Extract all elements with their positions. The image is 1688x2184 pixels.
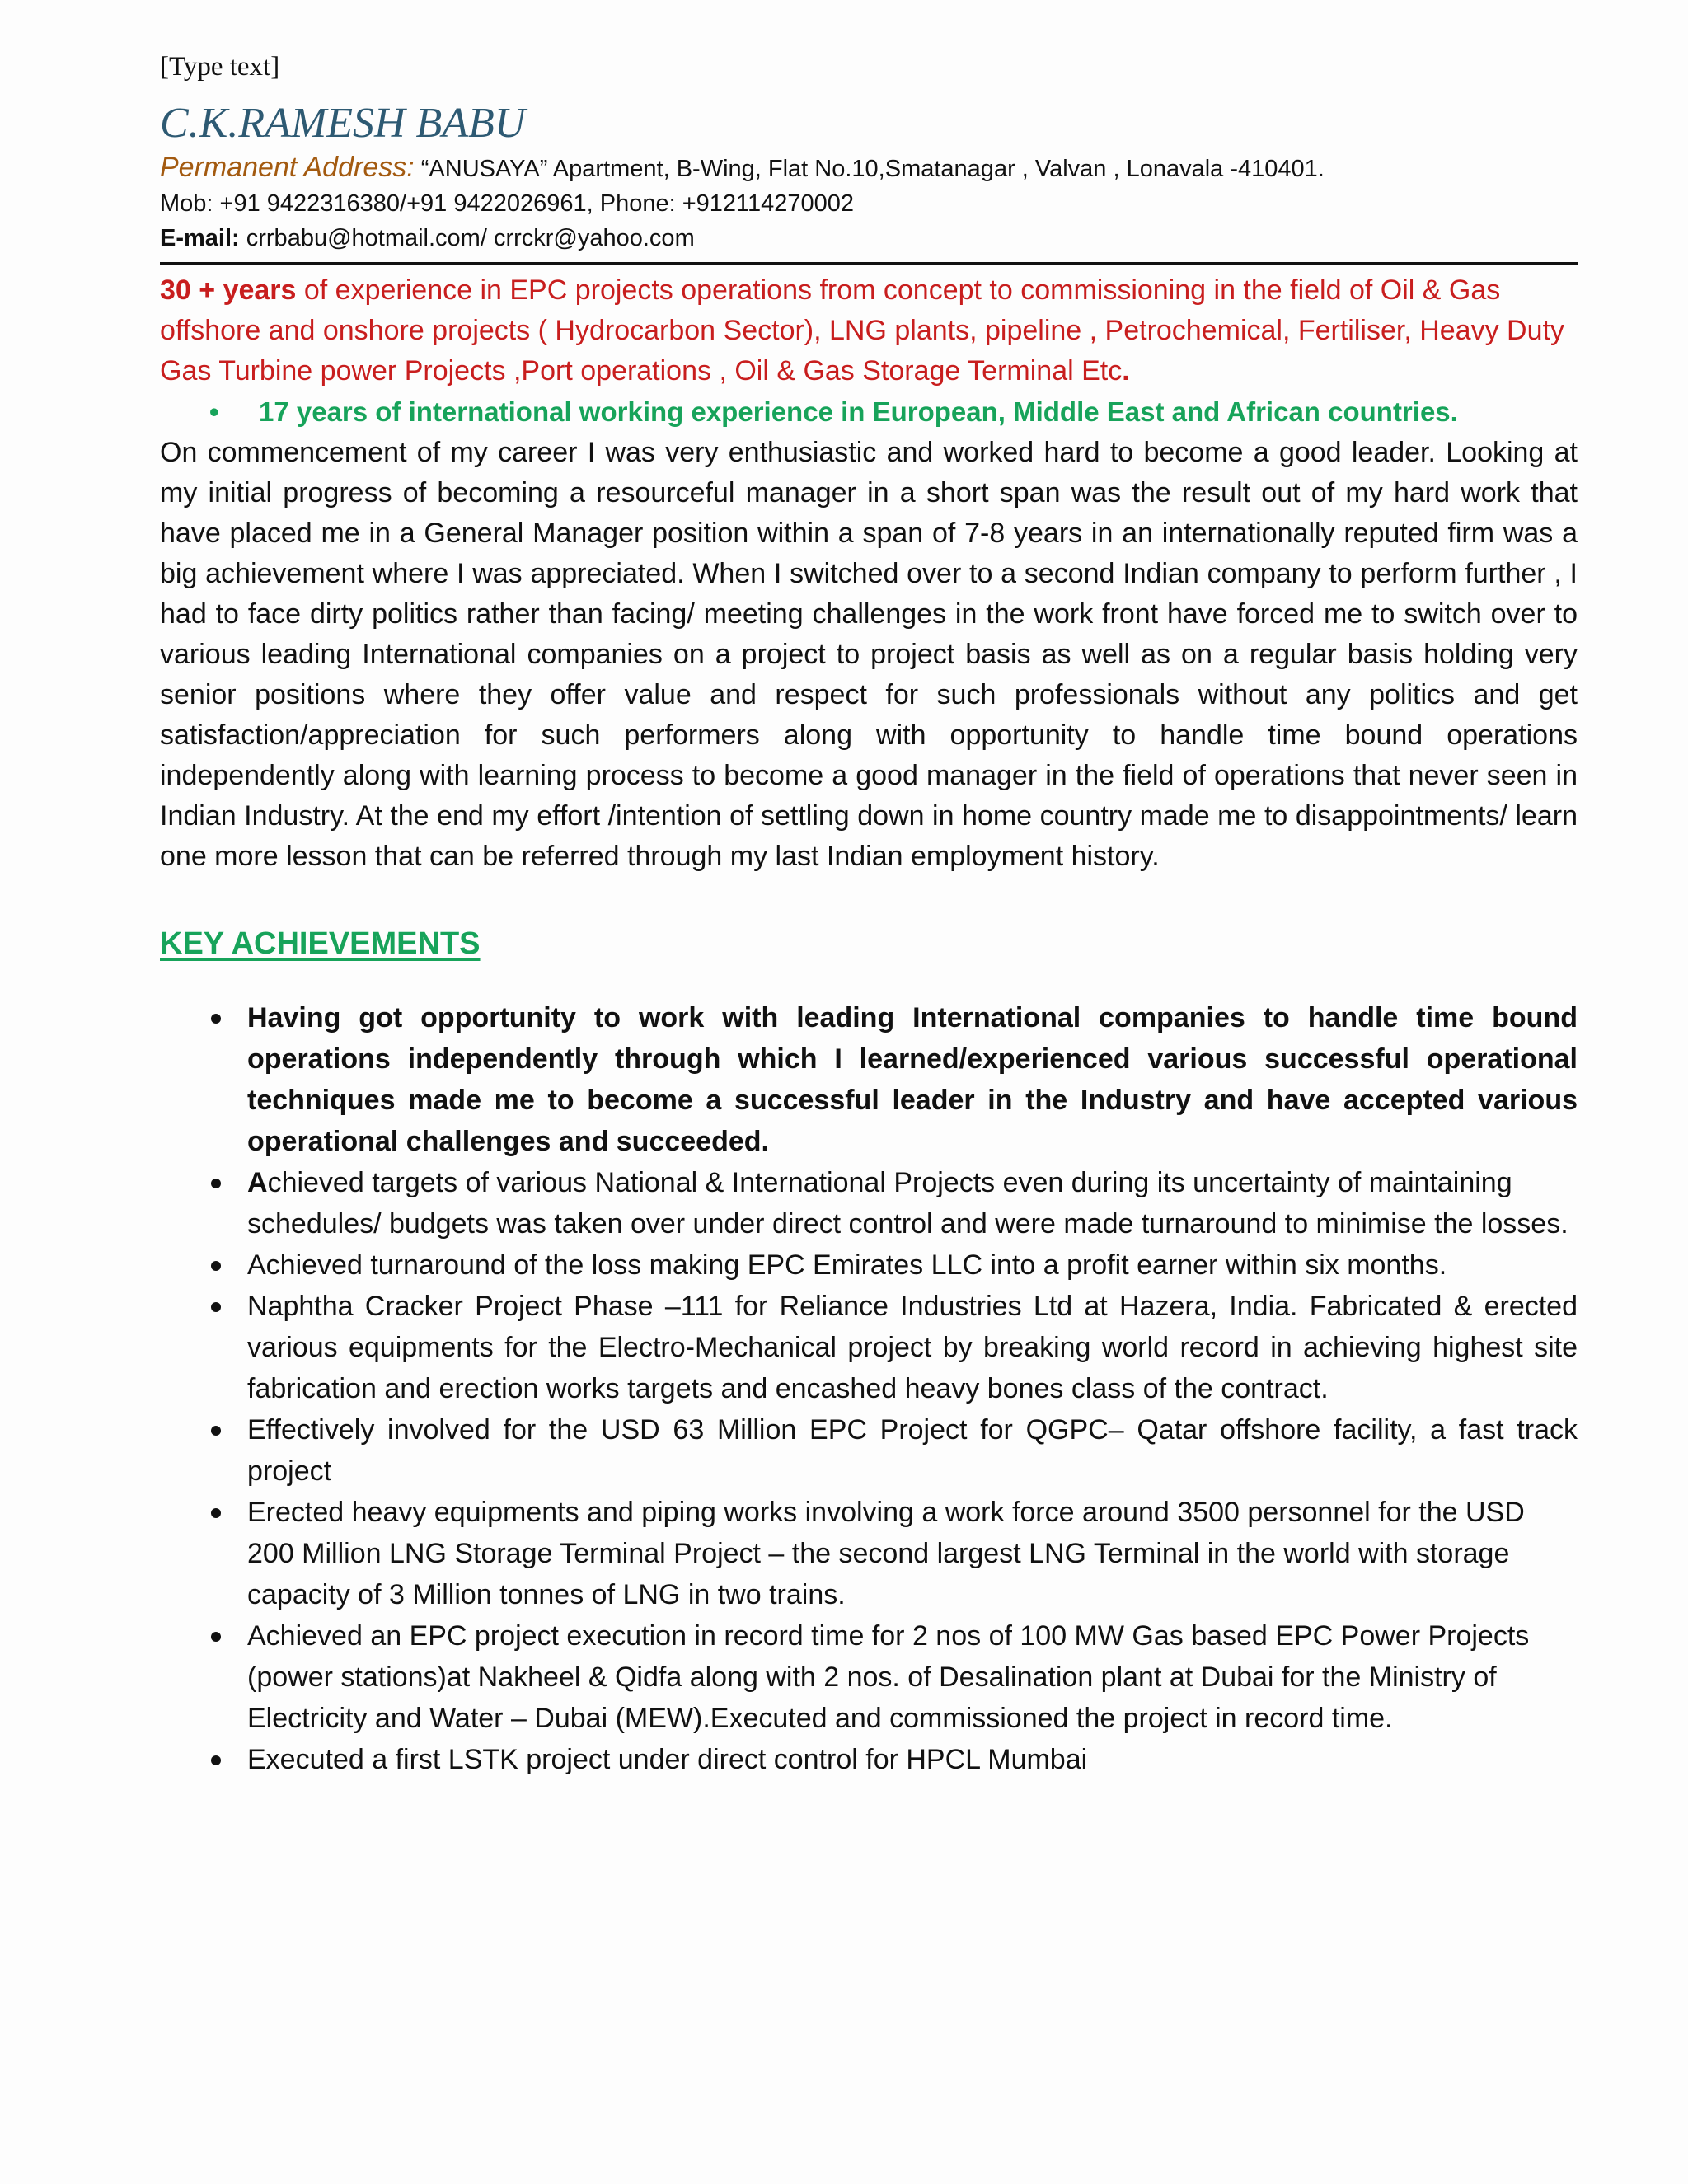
experience-summary <box>160 270 1578 391</box>
email-label: E-mail: <box>160 225 240 251</box>
achievement-text: Having got opportunity to work with leading International companies to handle time bound operations independently through which I learned/experienced various successful operational techniques made me to become a successful leader in the Industry and have accepted various operational challenges and succeeded. <box>247 1002 1578 1157</box>
bullet-icon <box>211 1179 221 1188</box>
list-item <box>160 997 1578 1162</box>
header-divider <box>160 262 1578 265</box>
email-text[interactable]: crrbabu@hotmail.com/ crrckr@yahoo.com <box>239 225 695 251</box>
list-item <box>160 1409 1578 1492</box>
list-item <box>160 1615 1578 1739</box>
international-list <box>160 391 1578 433</box>
bullet-icon <box>211 1426 221 1436</box>
achievements-list <box>160 997 1578 1780</box>
bullet-icon <box>211 1302 221 1312</box>
summary-text: of experience in EPC projects operations from concept to commissioning in the field of Oil & Gas offshore and onshore projects ( Hydrocarbon Sector), LNG plants, pipeline , Petrochemical, Fertiliser, Heavy Duty Gas Turbine power Projects ,Port operations , Oil & Gas Storage Terminal Etc <box>160 274 1564 387</box>
achievement-text: Erected heavy equipments and piping works involving a work force around 3500 personnel for the USD 200 Million LNG Storage Terminal Project – the second largest LNG Terminal in the world with storage capacity of 3 Million tonnes of LNG in two trains. <box>247 1497 1525 1610</box>
achievement-text: chieved targets of various National & International Projects even during its uncertainty of maintaining schedules/ budgets was taken over under direct control and were made turnaround to minimise the losses. <box>247 1167 1568 1240</box>
achievement-initial: A <box>247 1167 268 1198</box>
achievement-text: Achieved turnaround of the loss making EPC Emirates LLC into a profit earner within six months. <box>247 1249 1447 1281</box>
key-achievements-heading: KEY ACHIEVEMENTS <box>160 926 481 961</box>
address-text: “ANUSAYA” Apartment, B-Wing, Flat No.10,Smatanagar , Valvan , Lonavala -410401. <box>414 156 1325 182</box>
international-text: 17 years of international working experience in European, Middle East and African countries. <box>259 396 1458 427</box>
bullet-icon <box>211 1632 221 1642</box>
bullet-icon: • <box>209 396 219 427</box>
header-placeholder: [Type text] <box>160 52 280 82</box>
achievement-text: Naphtha Cracker Project Phase –111 for Reliance Industries Ltd at Hazera, India. Fabricated & erected various equipments for the Electro-Mechanical project by breaking world record in achieving highest site fabrication and erection works targets and encashed heavy bones class of the contract. <box>247 1291 1578 1404</box>
bullet-icon <box>211 1261 221 1271</box>
list-item <box>160 391 1578 433</box>
list-item <box>160 1244 1578 1286</box>
achievement-text: Achieved an EPC project execution in record time for 2 nos of 100 MW Gas based EPC Power Projects (power stations)at Nakheel & Qidfa along with 2 nos. of Desalination plant at Dubai for the Ministry of Electricity and Water – Dubai (MEW).Executed and commissioned the project in record time. <box>247 1620 1530 1734</box>
bullet-icon <box>211 1014 221 1024</box>
address-label: Permanent Address: <box>160 152 415 183</box>
bullet-icon <box>211 1755 221 1765</box>
bullet-icon <box>211 1508 221 1518</box>
phone-line: Mob: +91 9422316380/+91 9422026961, Phone: +912114270002 <box>160 190 855 217</box>
email-line <box>160 221 1578 255</box>
career-paragraph: On commencement of my career I was very enthusiastic and worked hard to become a good leader. Looking at my initial progress of becoming a resourceful manager in a short span was the result out of my hard work that have placed me in a General Manager position within a span of 7-8 years in an internationally reputed firm was a big achievement where I was appreciated. When I switched over to a second Indian company to perform further , I had to face dirty politics rather than facing/ meeting challenges in the work front have forced me to switch over to various leading International companies on a project to project basis as well as on a regular basis holding very senior positions where they offer value and respect for such professionals without any politics and get satisfaction/appreciation for such performers along with opportunity to handle time bound operations independently along with learning process to become a good manager in the field of operations that never seen in Indian Industry. At the end my effort /intention of settling down in home country made me to disappointments/ learn one more lesson that can be referred through my last Indian employment history. <box>160 437 1578 872</box>
candidate-name: C.K.RAMESH BABU <box>160 100 526 147</box>
list-item <box>160 1739 1578 1780</box>
resume-content <box>160 49 1578 1780</box>
list-item <box>160 1492 1578 1615</box>
years-highlight: 30 + years <box>160 274 297 306</box>
achievement-text: Effectively involved for the USD 63 Million EPC Project for QGPC– Qatar offshore facility, a fast track project <box>247 1414 1578 1487</box>
list-item <box>160 1286 1578 1409</box>
achievement-text: Executed a first LSTK project under direct control for HPCL Mumbai <box>247 1744 1088 1775</box>
summary-end: . <box>1122 355 1130 387</box>
address-line <box>160 150 1578 186</box>
list-item <box>160 1162 1578 1244</box>
